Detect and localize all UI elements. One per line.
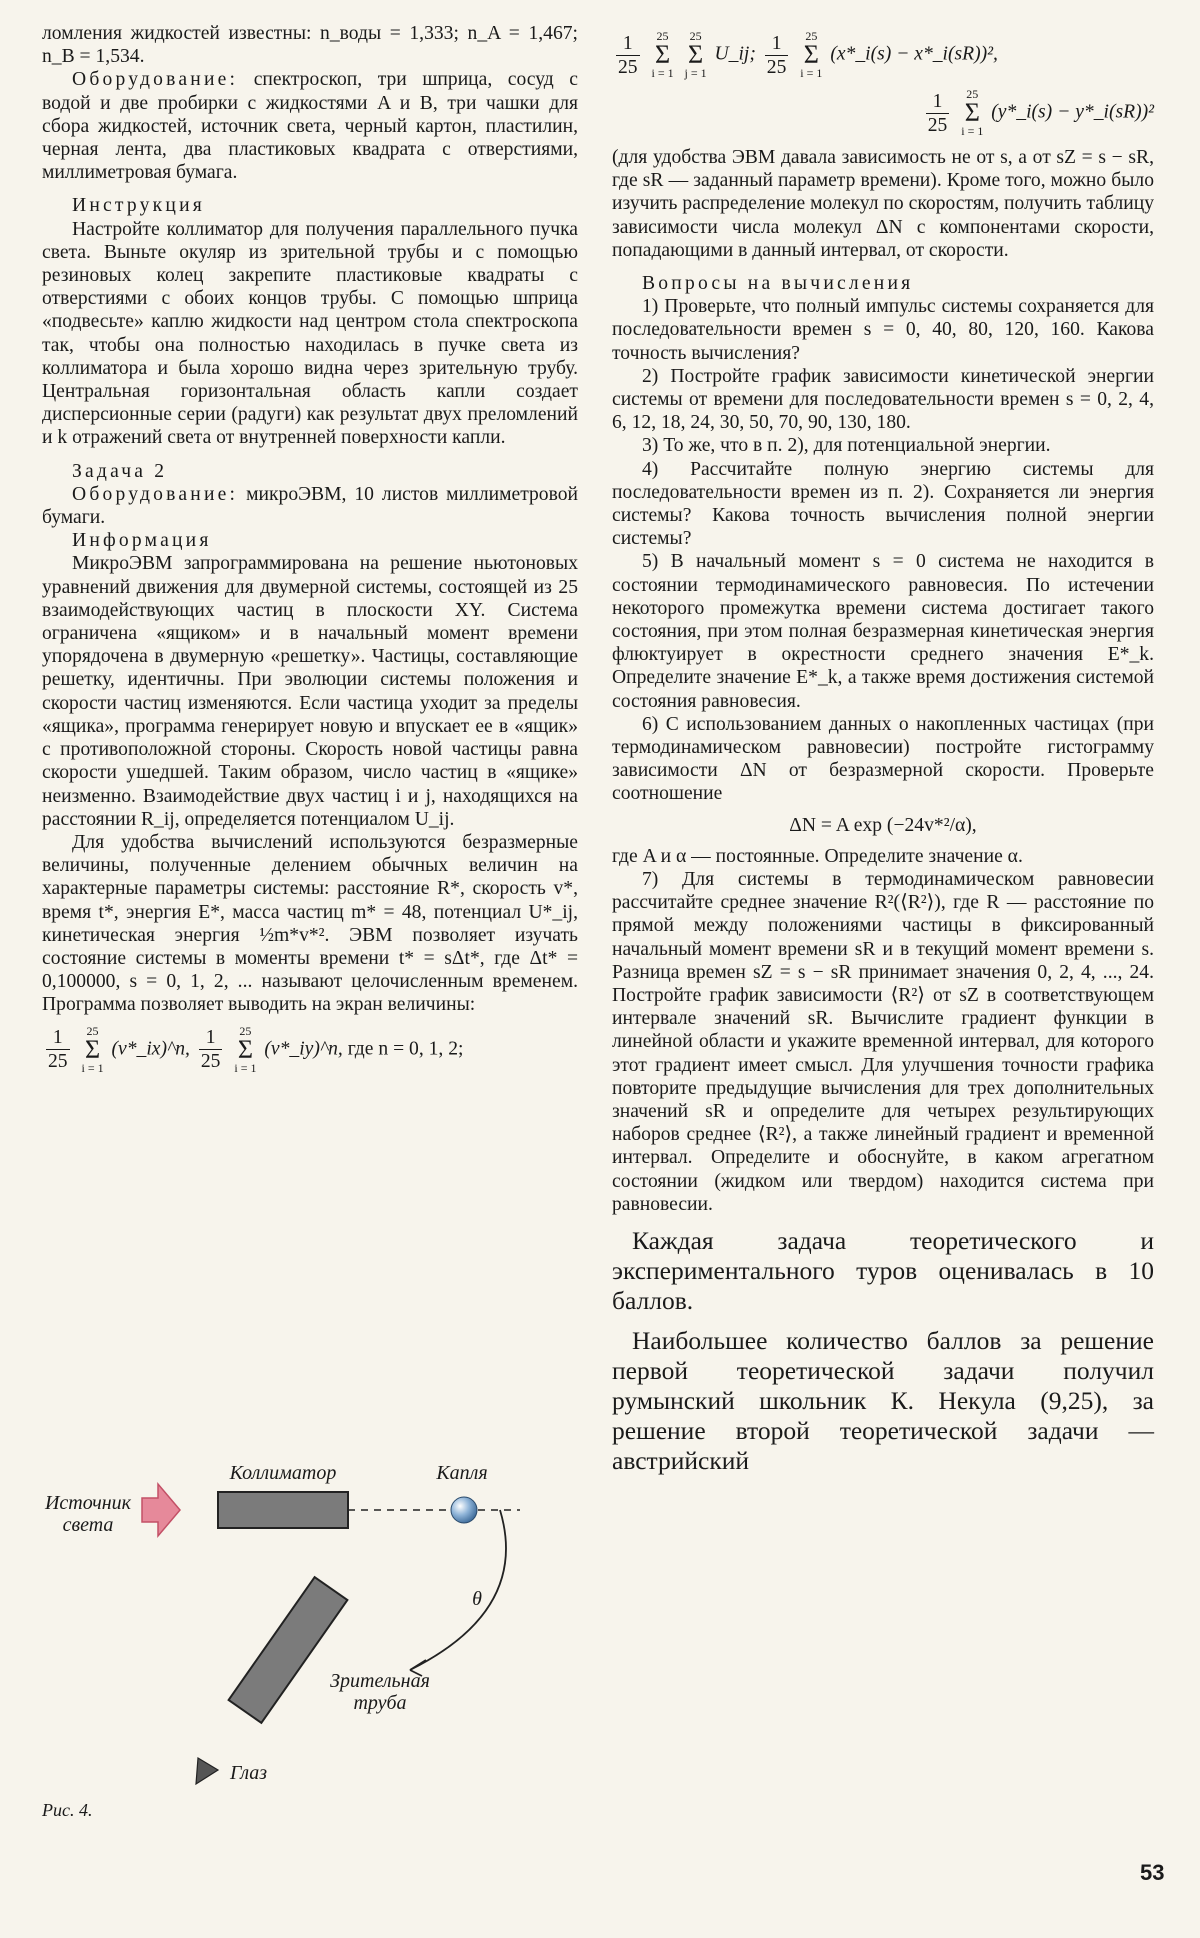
label-eye: Глаз [230,1762,268,1784]
equipment-paragraph [42,68,578,184]
fraction: $\frac{1}{25}$ [766,32,787,78]
eye-icon [196,1758,218,1784]
ydiff-term: (y*_i(s) − y*_i(sR))² [991,101,1154,123]
formula-y-displacement [612,88,1154,138]
info-heading: Информация [72,530,212,552]
figure-caption: Рис. 4. [42,1800,93,1820]
uij-term: U_ij; [714,43,756,65]
fraction: $\frac{1}{25}$ [48,1027,68,1073]
sum-sign: 25 Σ i = 1 [81,1023,104,1075]
label-collimator: Коллиматор [229,1462,337,1484]
label-source: Источник света [44,1492,132,1536]
formula-potential-displacement [612,30,1154,80]
right-column [612,22,1154,1476]
left-column [42,22,578,1083]
question-2: 2) Постройте график зависимости кинетической энергии системы от времени для последовательности времен s = 0, 2, 4, 6, 12, 18, 24, 30, 50, 70, 90, 130, 180. [612,365,1154,434]
task2-equipment-text: микроЭВМ, 10 листов миллиметровой бумаги. [42,483,578,529]
task2-heading: Задача 2 [72,460,168,482]
final-paragraph-1: Каждая задача теоретического и экспериментального туров оценивалась в 10 баллов. [612,1225,1154,1315]
questions-heading: Вопросы на вычисления [642,273,914,295]
label-drop: Капля [436,1462,488,1484]
question-5: 5) В начальный момент s = 0 система не находится в состоянии термодинамического равновесия. По истечении некоторого промежутка времени система достигает такого состояния, при этом полная безразмерная кинетическая энергия флюктуирует в окрестности среднего значения E*_k. Определите значение E*_k, а также время достижения системой состояния равновесия. [612,551,1154,712]
final-paragraph-2: Наибольшее количество баллов за решение первой теоретической задачи получил румынский школьник К. Некула (9,25), за решение второй теоретической задачи — австрийский [612,1325,1154,1475]
info-text-2: Для удобства вычислений используются безразмерные величины, полученные делением обычных величин на характерные параметры системы: расстояние R*, скорость v*, время t*, энергия E*, масса частиц m* = 48, потенциал U*_ij, кинетическая энергия ½m*v*². ЭВМ позволяет изучать состояние системы в моменты времени t* = sΔt*, где Δt* = 0,100000, s = 0, 1, 2, ... называют целочисленным временем. Программа позволяет выводить на экран величины: [42,831,578,1016]
source-arrow-icon [142,1484,180,1536]
paragraph-refraction: ломления жидкостей известны: n_воды = 1,333; n_A = 1,467; n_B = 1,534. [42,23,578,68]
fraction: $\frac{1}{25}$ [618,32,638,78]
fraction: $\frac{1}{25}$ [200,1027,221,1073]
vix-term: (v*_ix)^n, [111,1038,190,1060]
sum-sign: 25 Σ i = 1 [961,87,984,138]
task2-equipment-heading: Оборудование: [72,483,239,505]
equipment-heading: Оборудование: [72,69,239,91]
label-telescope: Зрительная труба [330,1670,430,1714]
viy-term: (v*_iy)^n, [264,1038,343,1060]
after-formulas-text: (для удобства ЭВМ давала зависимость не от s, а от sZ = s − sR, где sR — заданный параметр времени). Кроме того, можно было изучить распределение молекул по скоростям, получить таблицу зависимости числа молекул ΔN с компонентами скорости, попадающими в данный интервал, от скорости. [612,147,1154,261]
info-text-1: МикроЭВМ запрограммирована на решение ньютоновых уравнений движения для двумерной системы, состоящей из 25 взаимодействующих частиц в плоскости XY. Система ограничена «ящиком» и в начальный момент времени упорядочена в двумерную «решетку». Частицы, составляющие решетку, идентичны. При эволюции системы положения и скорости частиц изменяются. Если частица уходит за пределы «ящика», программа генерирует новую и впускает ее в «ящик» с противоположной стороны. Скорость новой частицы равна скорости ушедшей. Таким образом, число частиц в «ящике» неизменно. Взаимодействие двух частиц i и j, находящихся на расстоянии R_ij, определяется потенциалом U_ij. [42,553,578,830]
sum-sign: 25 Σ i = 1 [800,29,823,80]
formula-distribution: ΔN = A exp (−24v*²/α), [789,814,977,836]
equipment-text: спектроскоп, три шприца, сосуд с водой и две пробирки с жидкостями A и B, три чашки для сбора жидкостей, источник света, черный картон, пластилин, черная лента, два пластиковых квадрата с отверстиями, миллиметровая бумага. [42,69,578,184]
instruction-text: Настройте коллиматор для получения параллельного пучка света. Выньте окуляр из зрительной трубы и с помощью резиновых колец закрепите пластиковые квадраты с отверстиями с обоих концов трубы. С помощью шприца «подвесьте» каплю жидкости над центром стола спектроскопа так, чтобы она полностью находилась в пучке света из коллиматора и была хорошо видна через зрительную трубу. Центральная горизонтальная область капли создает дисперсионные серии (радуги) как результат двух преломлений и k отражений света от внутренней поверхности капли. [42,218,578,449]
sum-sign: 25 Σ i = 1 [234,1023,257,1075]
question-4: 4) Рассчитайте полную энергию системы для последовательности времен из п. 2). Сохраняется ли энергия системы? Какова точность вычисления полной энергии системы? [612,458,1154,550]
task2-equipment-paragraph [42,483,578,529]
formula-velocity-moments [42,1025,578,1075]
question-3: 3) То же, что в п. 2), для потенциальной энергии. [642,435,1051,457]
drop [451,1497,477,1523]
sum-sign: 25 Σ j = 1 [684,29,707,80]
question-1: 1) Проверьте, что полный импульс системы сохраняется для последовательности времен s = 0, 40, 80, 120, 160. Какова точность вычисления? [612,296,1154,364]
instruction-heading: Инструкция [72,195,205,217]
question-7: 7) Для системы в термодинамическом равновесии рассчитайте среднее значение R²(⟨R²⟩), где R — расстояние по прямой между положениями частицы в фиксированный начальный момент времени sR и в текущий момент времени s. Разница времен sZ = s − sR принимает значения 0, 2, 4, ..., 24. Постройте график зависимости ⟨R²⟩ от sZ в соответствующем интервале значений sR. Вычислите градиент функции в линейной области и укажите временной интервал, для которого этот градиент имеет смысл. Для улучшения точности графика повторите предыдущие вычисления для трех дополнительных значений sR и определите для четырех результирующих наборов среднее ⟨R²⟩, а также линейный градиент и временной интервал. Определите и обоснуйте, в каком агрегатном состоянии (жидком или твердом) находится система при равновесии. [612,868,1154,1215]
question-6-tail: где A и α — постоянные. Определите значение α. [612,845,1023,867]
sum-sign: 25 Σ i = 1 [651,29,674,80]
figure-4 [30,1440,550,1840]
fraction: $\frac{1}{25}$ [927,90,948,136]
xdiff-term: (x*_i(s) − x*_i(sR))², [830,43,998,65]
formula-tail: где n = 0, 1, 2; [347,1038,464,1060]
label-theta: θ [472,1588,482,1610]
page-number: 53 [1140,1860,1165,1885]
question-6: 6) С использованием данных о накопленных частицах (при термодинамическом равновесии) постройте гистограмму зависимости ΔN от безразмерной скорости. Проверьте соотношение [612,713,1154,805]
collimator [218,1492,348,1528]
